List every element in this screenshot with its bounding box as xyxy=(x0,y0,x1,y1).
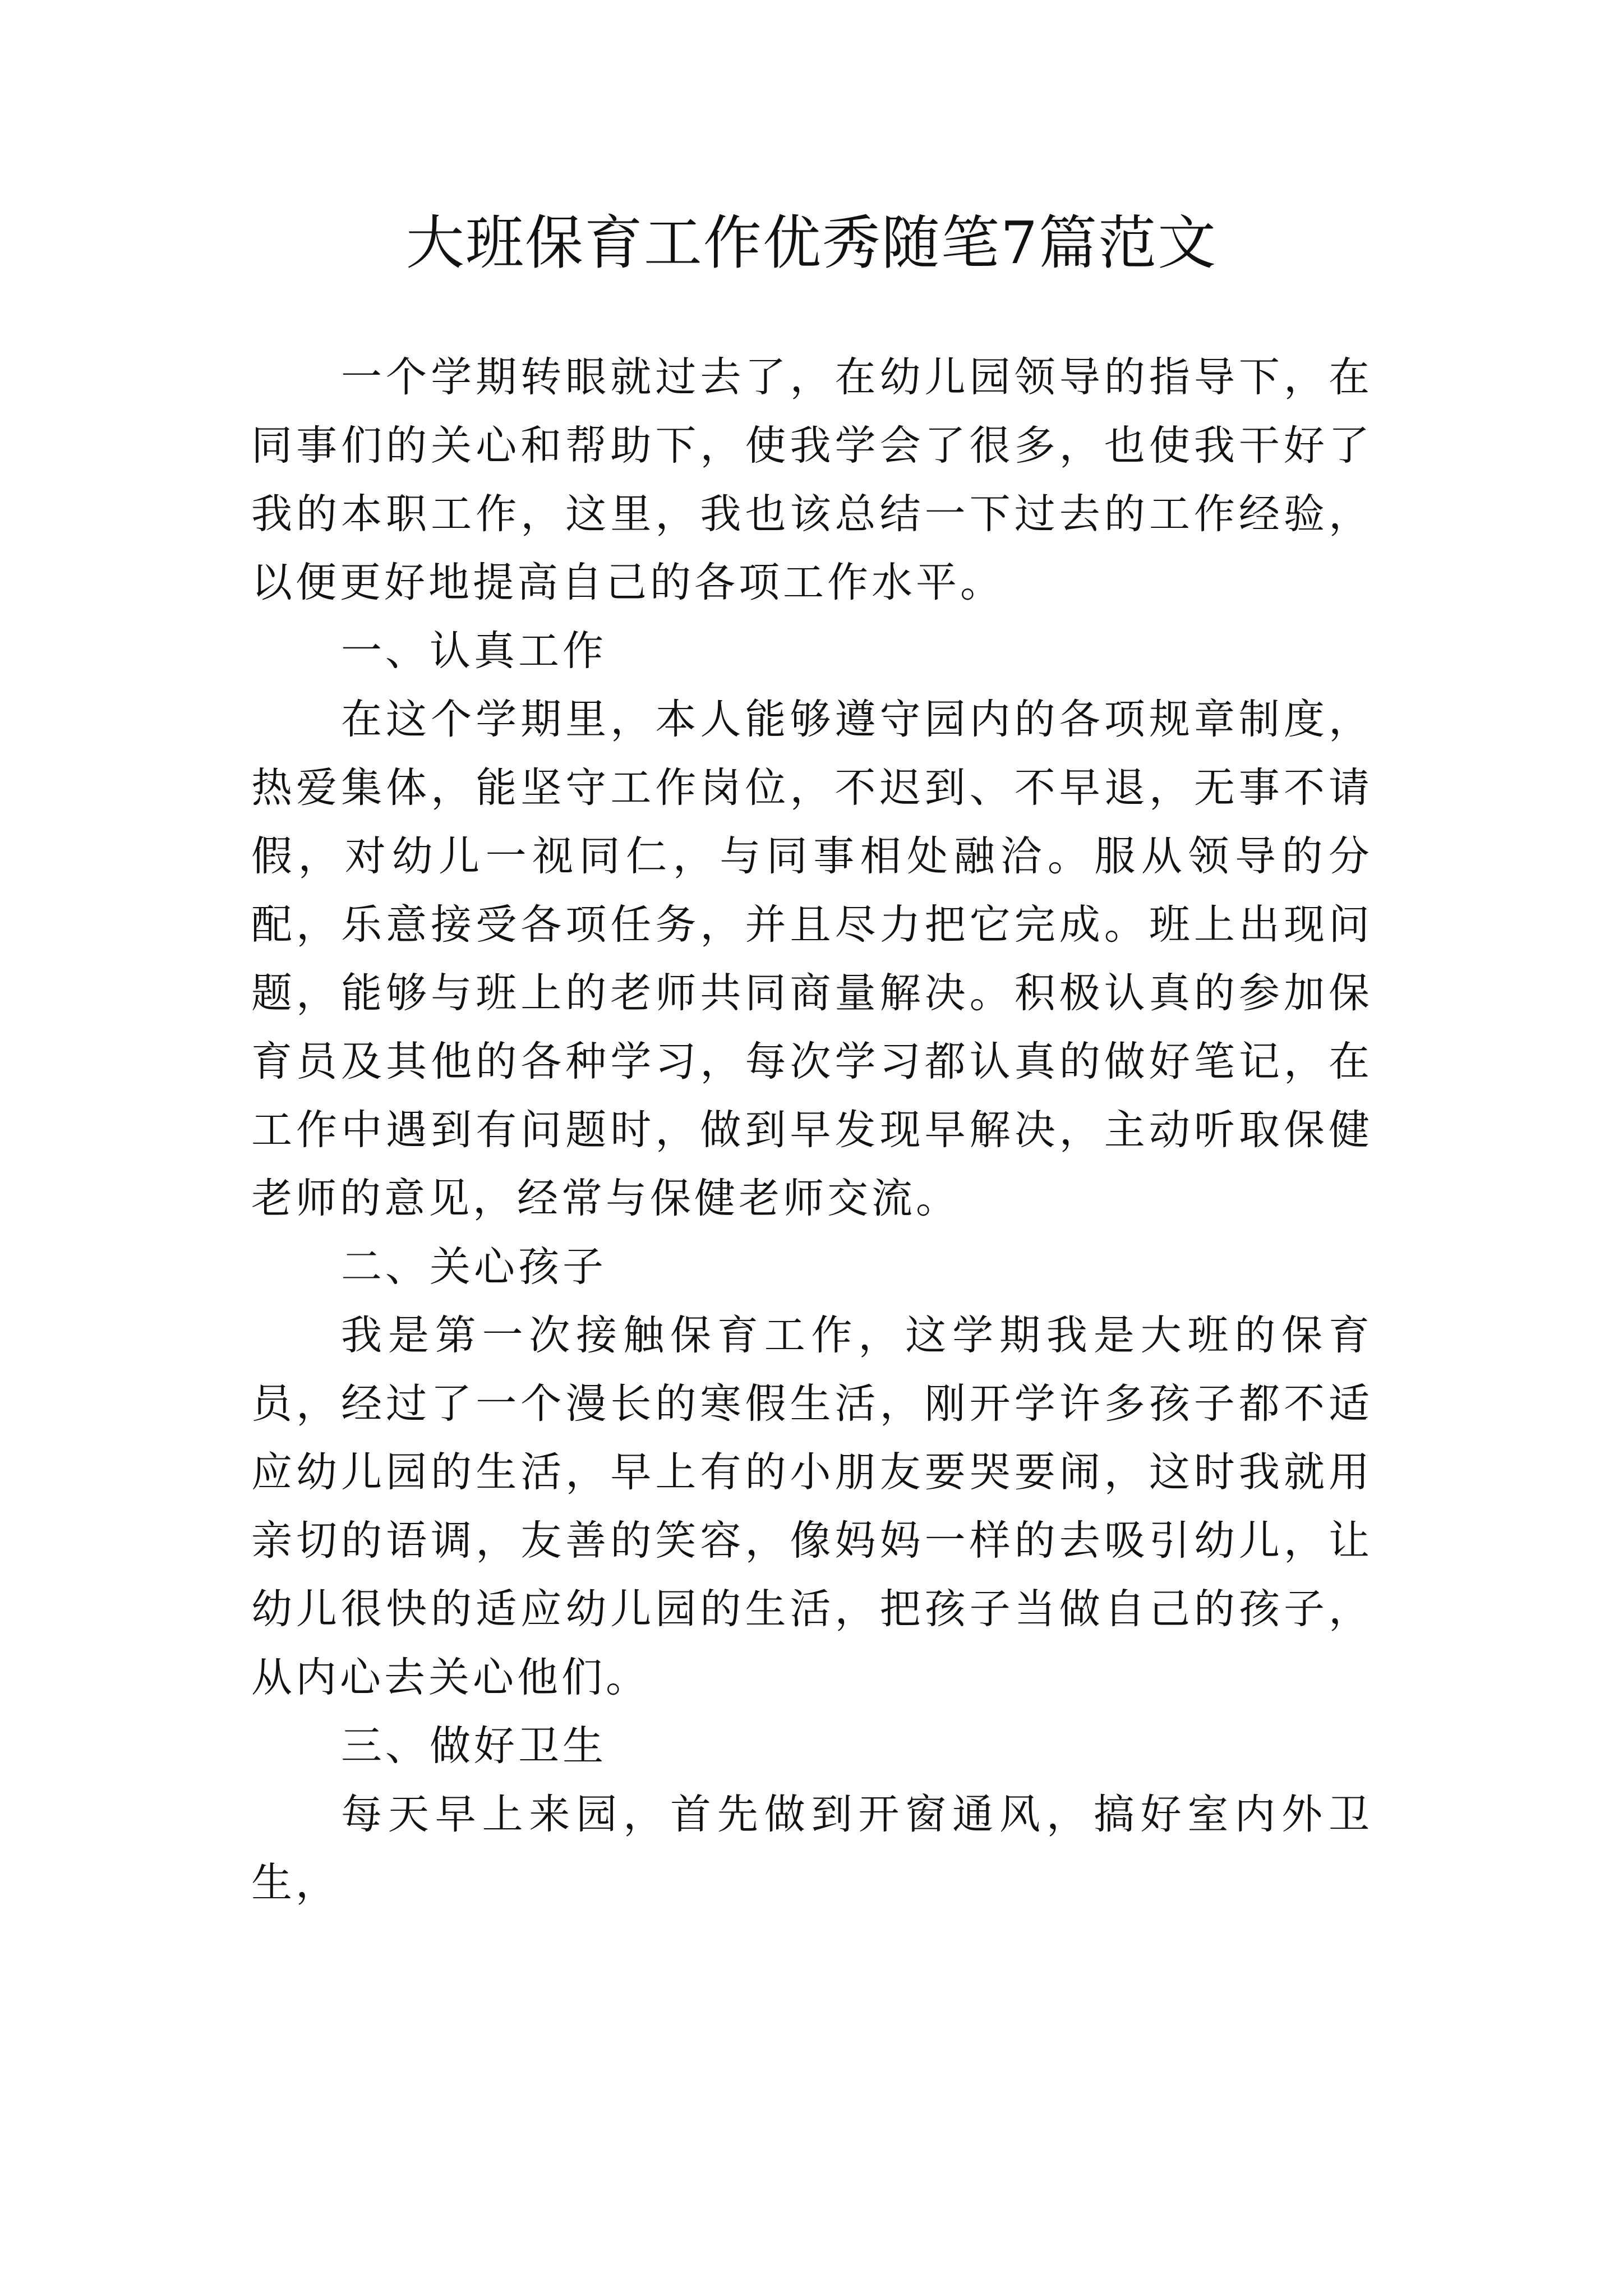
document-title: 大班保育工作优秀随笔7篇范文 xyxy=(405,209,1218,277)
section-heading-3: 三、做好卫生 xyxy=(341,1722,607,1770)
paragraph-section-3: 每天早上来园，首先做到开窗通风，搞好室内外卫生， xyxy=(251,1791,1373,1907)
section-heading-1: 一、认真工作 xyxy=(341,627,607,675)
paragraph-section-1: 在这个学期里，本人能够遵守园内的各项规章制度，热爱集体，能坚守工作岗位，不迟到、不早退，无事不请假，对幼儿一视同仁，与同事相处融洽。服从领导的分配，乐意接受各项任务，并且尽力把它完成。班上出现问题，能够与班上的老师共同商量解决。积极认真的参加保育员及其他的各种学习，每次学习都认真的做好笔记，在工作中遇到有问题时，做到早发现早解决，主动听取保健老师的意见，经常与保健老师交流。 xyxy=(251,696,1373,1222)
section-heading-2: 二、关心孩子 xyxy=(341,1243,607,1291)
paragraph-section-2: 我是第一次接触保育工作，这学期我是大班的保育员，经过了一个漫长的寒假生活，刚开学许多孩子都不适应幼儿园的生活，早上有的小朋友要哭要闹，这时我就用亲切的语调，友善的笑容，像妈妈一样的去吸引幼儿，让幼儿很快的适应幼儿园的生活，把孩子当做自己的孩子，从内心去关心他们。 xyxy=(251,1312,1373,1701)
document-body xyxy=(251,343,1373,1917)
paragraph-intro: 一个学期转眼就过去了，在幼儿园领导的指导下，在同事们的关心和帮助下，使我学会了很多，也使我干好了我的本职工作，这里，我也该总结一下过去的工作经验，以便更好地提高自己的各项工作水平。 xyxy=(251,353,1373,606)
